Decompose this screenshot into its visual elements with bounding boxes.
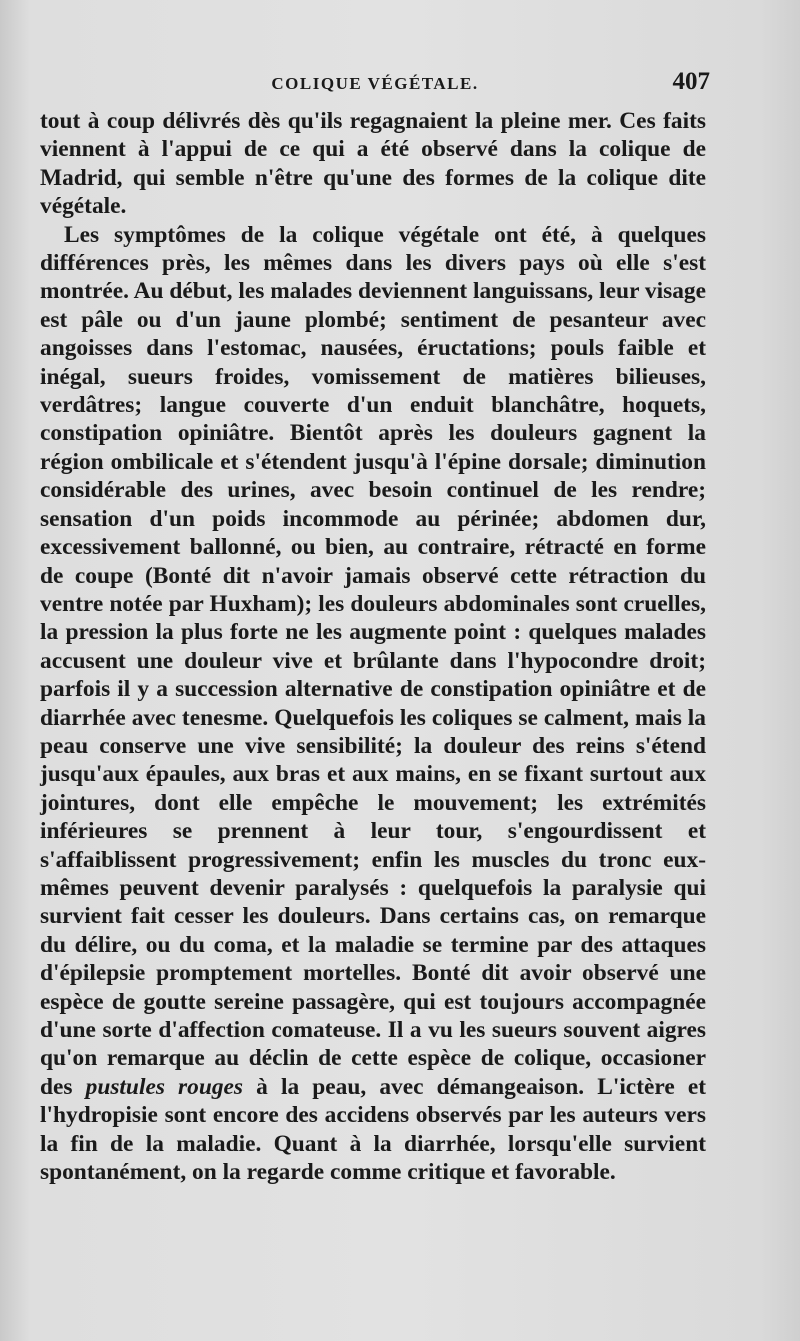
paragraph-2 <box>40 221 706 1187</box>
page-header <box>40 68 710 100</box>
paragraph-2-text-after: à la peau, avec démangeaison. L'ictère et l'hydropisie sont encore des accidens observés par les auteurs vers la fin de la maladie. Quant à la diarrhée, lorsqu'elle survient spontanément, on la regarde comme critique et favorable. <box>40 1073 706 1186</box>
italic-phrase: pustules rouges <box>85 1073 244 1100</box>
paragraph-1: tout à coup délivrés dès qu'ils regagnaient la pleine mer. Ces faits viennent à l'appui de ce qui a été observé dans la colique de Madrid, qui semble n'être qu'une des formes de la colique dite végétale. <box>40 108 706 220</box>
page-number: 407 <box>672 68 710 95</box>
running-head: COLIQUE VÉGÉTALE. <box>271 74 479 93</box>
body-text <box>40 107 706 1186</box>
paragraph-2-text-before: Les symptômes de la colique végétale ont été, à quelques différences près, les mêmes dans les divers pays où elle s'est montrée. Au début, les malades deviennent languissans, leur visage est pâle ou d'un jaune plombé; sentiment de pesanteur avec angoisses dans l'estomac, nausées, éructations; pouls faible et inégal, sueurs froides, vomissement de matières bilieuses, verdâtres; langue couverte d'un enduit blanchâtre, hoquets, constipation opiniâtre. Bientôt après les douleurs gagnent la région ombilicale et s'étendent jusqu'à l'épine dorsale; diminution considérable des urines, avec besoin continuel de les rendre; sensation d'un poids incommode au périnée; abdomen dur, excessivement ballonné, ou bien, au contraire, rétracté en forme de coupe (Bonté dit n'avoir jamais observé cette rétraction du ventre notée par Huxham); les douleurs abdominales sont cruelles, la pression la plus forte ne les augmente point : quelques malades accusent une douleur vive et brûlante dans l'hypocondre droit; parfois il y a succession alternative de constipation opiniâtre et de diarrhée avec tenesme. Quelquefois les coliques se calment, mais la peau conserve une vive sensibilité; la douleur des reins s'étend jusqu'aux épaules, aux bras et aux mains, en se fixant surtout aux jointures, dont elle empêche le mouvement; les extrémités inférieures se prennent à leur tour, s'engourdissent et s'affaiblissent progressivement; enfin les muscles du tronc eux-mêmes peuvent devenir paralysés : quelquefois la paralysie qui survient fait cesser les douleurs. Dans certains cas, on remarque du délire, ou du coma, et la maladie se termine par des attaques d'épilepsie promptement mortelles. Bonté dit avoir observé une espèce de goutte sereine passagère, qui est toujours accompagnée d'une sorte d'affection comateuse. Il a vu les sueurs souvent aigres qu'on remarque au déclin de cette espèce de colique, occasioner des <box>40 221 706 1100</box>
